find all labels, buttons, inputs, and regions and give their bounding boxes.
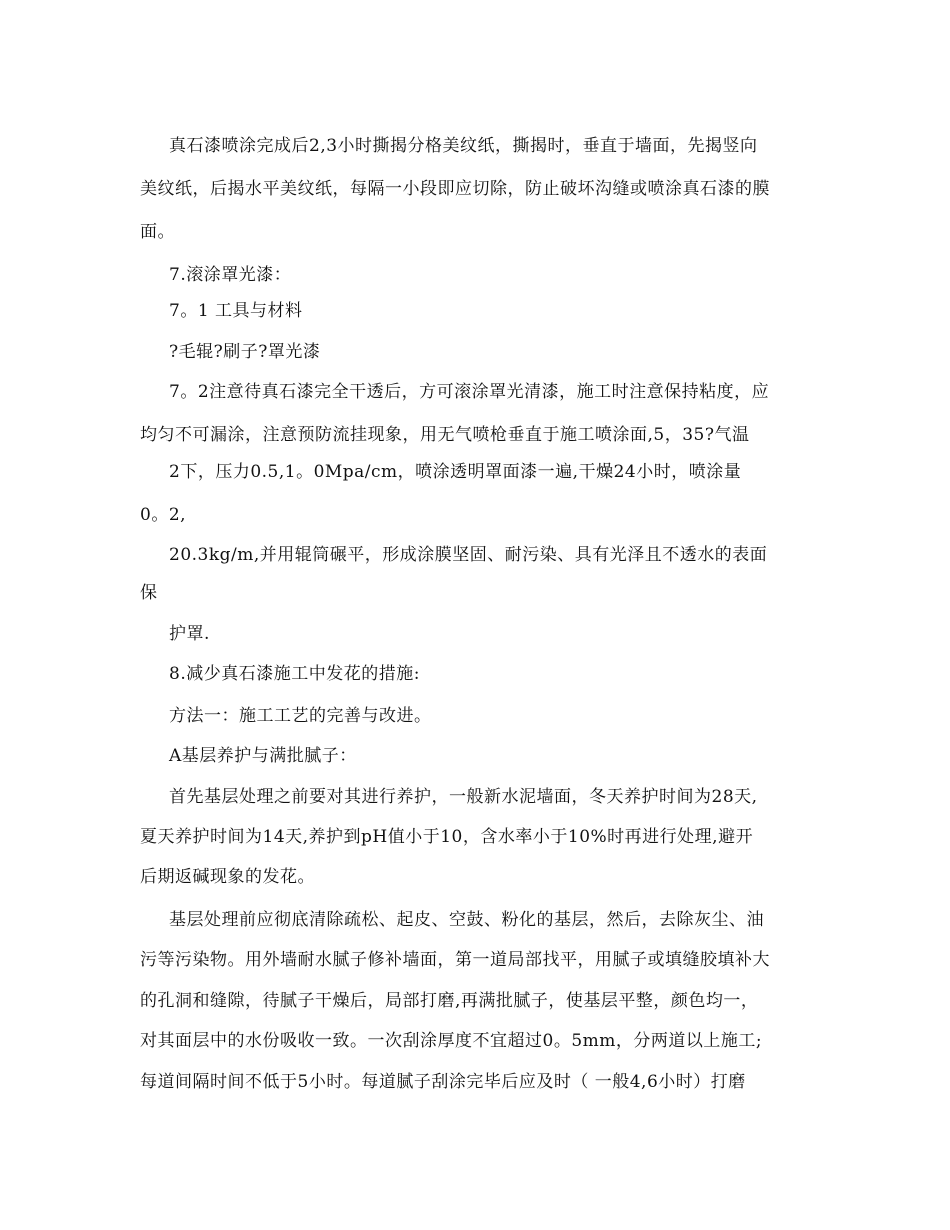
text-line: 7。2注意待真石漆完全干透后，方可滚涂罩光清漆，施工时注意保持粘度，应 <box>169 382 770 402</box>
text-line: 真石漆喷涂完成后2,3小时撕揭分格美纹纸，撕揭时，垂直于墙面，先揭竖向 <box>169 136 758 156</box>
text-line: 面。 <box>140 222 175 242</box>
text-line: 0。2, <box>140 505 187 525</box>
text-line: 20.3kg/m,并用辊筒碾平，形成涂膜坚固、耐污染、具有光泽且不透水的表面 <box>169 545 768 565</box>
text-line: 后期返碱现象的发花。 <box>140 867 315 887</box>
subsection-heading: 7。1 工具与材料 <box>169 301 303 321</box>
text-line: 夏天养护时间为14天,养护到pH值小于10，含水率小于10%时再进行处理,避开 <box>140 827 754 847</box>
text-line: 方法一：施工工艺的完善与改进。 <box>169 706 432 726</box>
subsection-heading: A基层养护与满批腻子： <box>169 746 357 766</box>
text-line: 均匀不可漏涂，注意预防流挂现象，用无气喷枪垂直于施工喷涂面,5，35?气温 <box>140 425 750 445</box>
text-line: 对其面层中的水份吸收一致。一次刮涂厚度不宜超过0。5mm，分两道以上施工; <box>140 1031 763 1051</box>
text-line: 每道间隔时间不低于5小时。每道腻子刮涂完毕后应及时（ 一般4,6小时）打磨 <box>140 1072 746 1092</box>
text-line: 保 <box>140 583 158 603</box>
text-line: 污等污染物。用外墙耐水腻子修补墙面，第一道局部找平，用腻子或填缝胶填补大 <box>140 950 770 970</box>
text-line: 基层处理前应彻底清除疏松、起皮、空鼓、粉化的基层，然后，去除灰尘、油 <box>169 910 764 930</box>
text-line: ?毛辊?刷子?罩光漆 <box>169 342 321 362</box>
text-line: 护罩. <box>169 624 210 644</box>
text-line: 首先基层处理之前要对其进行养护，一般新水泥墙面，冬天养护时间为28天, <box>169 787 758 807</box>
text-line: 2下，压力0.5,1。0Mpa/cm，喷涂透明罩面漆一遍,干燥24小时，喷涂量 <box>169 462 742 482</box>
text-line: 的孔洞和缝隙，待腻子干燥后，局部打磨,再满批腻子，使基层平整，颜色均一， <box>140 991 759 1011</box>
section-heading: 8.减少真石漆施工中发花的措施: <box>169 664 420 684</box>
text-line: 美纹纸，后揭水平美纹纸，每隔一小段即应切除，防止破坏沟缝或喷涂真石漆的膜 <box>140 179 770 199</box>
section-heading: 7.滚涂罩光漆： <box>169 265 292 285</box>
